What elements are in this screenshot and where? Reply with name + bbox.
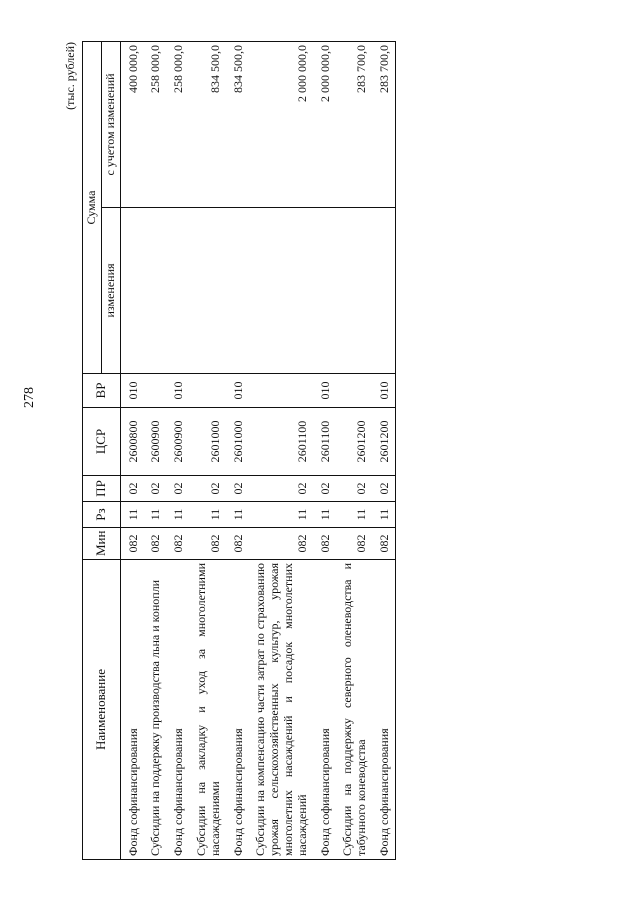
header-changes: изменения [101,208,120,374]
row-total: 834 500,0 [226,41,249,207]
row-vr: 010 [120,374,143,408]
row-rz: 11 [166,502,189,528]
row-changes [226,208,249,374]
row-name: Субсидии на поддержку производства льна и конопли [143,560,166,860]
row-vr [143,374,166,408]
row-name: Фонд софинансирования [226,560,249,860]
row-min: 082 [143,528,166,560]
row-pr: 02 [248,476,312,502]
header-csr: ЦСР [83,408,121,476]
header-min: Мин [83,528,121,560]
table-row [335,41,372,859]
table-row [120,41,143,859]
row-pr: 02 [226,476,249,502]
header-pr: ПР [83,476,121,502]
row-min: 082 [166,528,189,560]
row-rz: 11 [189,502,226,528]
row-total: 400 000,0 [120,41,143,207]
row-csr: 2600800 [120,408,143,476]
header-row-1 [83,41,102,859]
row-changes [335,208,372,374]
row-pr: 02 [166,476,189,502]
row-pr: 02 [313,476,336,502]
row-csr: 2601200 [372,408,395,476]
row-min: 082 [372,528,395,560]
row-vr: 010 [166,374,189,408]
row-name: Фонд софинансирования [120,560,143,860]
row-changes [372,208,395,374]
row-vr: 010 [313,374,336,408]
table-body [120,41,395,859]
row-rz: 11 [143,502,166,528]
row-name: Субсидии на поддержку северного оленеводства и табунного коневодства [335,560,372,860]
row-csr: 2600900 [166,408,189,476]
row-changes [143,208,166,374]
row-rz: 11 [335,502,372,528]
header-vr: ВР [83,374,121,408]
row-vr [335,374,372,408]
row-vr [248,374,312,408]
table-row [143,41,166,859]
row-changes [166,208,189,374]
row-pr: 02 [143,476,166,502]
header-rz: Рз [83,502,121,528]
row-vr: 010 [372,374,395,408]
header-name: Наименование [83,560,121,860]
row-name: Фонд софинансирования [313,560,336,860]
budget-table [82,41,396,860]
table-row [226,41,249,859]
row-rz: 11 [226,502,249,528]
table-row [313,41,336,859]
row-name: Фонд софинансирования [372,560,395,860]
row-vr: 010 [226,374,249,408]
row-pr: 02 [189,476,226,502]
row-changes [189,208,226,374]
row-rz: 11 [372,502,395,528]
row-total: 258 000,0 [143,41,166,207]
table-row [189,41,226,859]
row-min: 082 [120,528,143,560]
row-total: 283 700,0 [372,41,395,207]
row-total: 2 000 000,0 [248,41,312,207]
table-row [166,41,189,859]
table-row [248,41,312,859]
rotated-table-area [60,42,580,860]
row-pr: 02 [372,476,395,502]
row-rz: 11 [248,502,312,528]
row-total: 834 500,0 [189,41,226,207]
row-total: 2 000 000,0 [313,41,336,207]
row-rz: 11 [313,502,336,528]
units-label: (тыс. рублей) [63,42,77,110]
row-min: 082 [335,528,372,560]
row-changes [120,208,143,374]
row-csr: 2601100 [313,408,336,476]
header-with-changes: с учетом изменений [101,41,120,207]
row-csr: 2601100 [248,408,312,476]
row-csr: 2601200 [335,408,372,476]
row-total: 258 000,0 [166,41,189,207]
row-name: Субсидии на закладку и уход за многолетними насаждениями [189,560,226,860]
row-rz: 11 [120,502,143,528]
row-vr [189,374,226,408]
row-name: Субсидии на компенсацию части затрат по страхованию урожая сельскохозяйственных культур, урожая многолетних насаждений и посадок многолетних насаждений [248,560,312,860]
row-csr: 2600900 [143,408,166,476]
row-changes [248,208,312,374]
row-pr: 02 [120,476,143,502]
row-min: 082 [248,528,312,560]
row-csr: 2601000 [226,408,249,476]
row-min: 082 [313,528,336,560]
row-min: 082 [226,528,249,560]
row-name: Фонд софинансирования [166,560,189,860]
row-changes [313,208,336,374]
row-pr: 02 [335,476,372,502]
page-number: 278 [22,387,37,408]
header-sum: Сумма [83,41,102,373]
row-total: 283 700,0 [335,41,372,207]
table-row [372,41,395,859]
row-csr: 2601000 [189,408,226,476]
row-min: 082 [189,528,226,560]
